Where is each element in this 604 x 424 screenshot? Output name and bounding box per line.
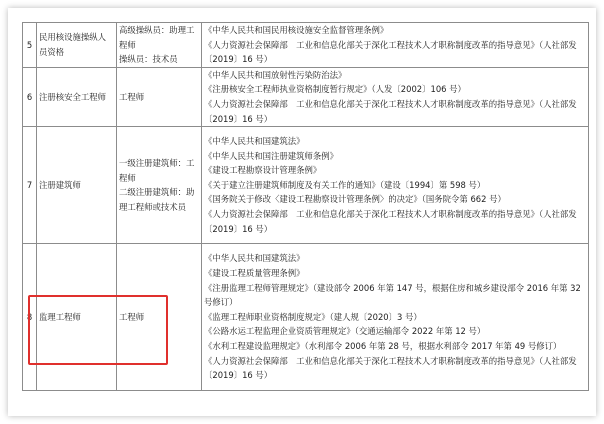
qualification-title: 注册建筑师: [37, 127, 117, 244]
law-item: 《公路水运工程监理企业资质管理规定》（交通运输部令 2022 年第 12 号）: [204, 326, 486, 337]
title-level-line: 操纵员：技术员: [119, 54, 178, 65]
table-row: [23, 127, 589, 244]
title-level-line: 二级注册建筑师：助理工程师或技术员: [119, 187, 195, 212]
legal-basis: [202, 244, 589, 391]
legal-basis: [202, 23, 589, 68]
law-item: 《建设工程质量管理条例》: [204, 268, 305, 279]
law-item: 《中华人民共和国建筑法》: [204, 136, 305, 147]
title-level-line: 工程师: [119, 91, 145, 102]
law-item: 《注册监理工程师管理规定》（建设部令 2006 年第 147 号，根据住房和城乡建设部令 2016 年第 32 号修订）: [204, 282, 581, 308]
law-item: 《人力资源社会保障部 工业和信息化部关于深化工程技术人才职称制度改革的指导意见》（人社部发〔2019〕16 号）: [204, 98, 577, 124]
row-number: 8: [23, 244, 37, 391]
law-item: 《建设工程勘察设计管理条例》: [204, 165, 322, 176]
row-number: 5: [23, 23, 37, 68]
title-level: [117, 244, 202, 391]
title-level: [117, 127, 202, 244]
law-item: 《中华人民共和国放射性污染防治法》: [204, 69, 347, 80]
qualification-title: 民用核设施操纵人员资格: [37, 23, 117, 68]
table-row: [23, 23, 589, 68]
row-number: 6: [23, 67, 37, 126]
law-item: 《关于建立注册建筑师制度及有关工作的通知》（建设〔1994〕第 598 号）: [204, 179, 486, 190]
table-row: [23, 244, 589, 391]
qualification-title: 注册核安全工程师: [37, 67, 117, 126]
law-item: 《中华人民共和国注册建筑师条例》: [204, 150, 338, 161]
qualification-title: 监理工程师: [37, 244, 117, 391]
law-item: 《人力资源社会保障部 工业和信息化部关于深化工程技术人才职称制度改革的指导意见》（人社部发〔2019〕16 号）: [204, 209, 577, 234]
law-item: 《监理工程师职业资格制度规定》（建人规〔2020〕3 号）: [204, 311, 422, 322]
law-item: 《人力资源社会保障部 工业和信息化部关于深化工程技术人才职称制度改革的指导意见》（人社部发〔2019〕16 号）: [204, 39, 577, 65]
law-item: 《中华人民共和国民用核设施安全监督管理条例》: [204, 25, 389, 35]
law-item: 《水利工程建设监理规定》（水利部令 2006 年第 28 号，根据水利部令 2017 年第 49 号修订）: [204, 341, 562, 352]
row-number: 7: [23, 127, 37, 244]
law-item: 《人力资源社会保障部 工业和信息化部关于深化工程技术人才职称制度改革的指导意见》（人社部发〔2019〕16 号）: [204, 355, 577, 381]
title-level: [117, 67, 202, 126]
title-level-line: 高级操纵员：助理工程师: [119, 25, 195, 50]
qualification-table: [22, 22, 589, 391]
title-level-line: 一级注册建筑师：工程师: [119, 157, 195, 183]
table-row: [23, 67, 589, 126]
law-item: 《国务院关于修改〈建设工程勘察设计管理条例〉的决定》（国务院令第 662 号）: [204, 194, 506, 205]
legal-basis: [202, 127, 589, 244]
law-item: 《中华人民共和国建筑法》: [204, 253, 305, 264]
law-item: 《注册核安全工程师执业资格制度暂行规定》（人发〔2002〕106 号）: [204, 84, 466, 95]
legal-basis: [202, 67, 589, 126]
title-level: [117, 23, 202, 68]
document-page: [8, 8, 596, 416]
title-level-line: 工程师: [119, 311, 145, 322]
